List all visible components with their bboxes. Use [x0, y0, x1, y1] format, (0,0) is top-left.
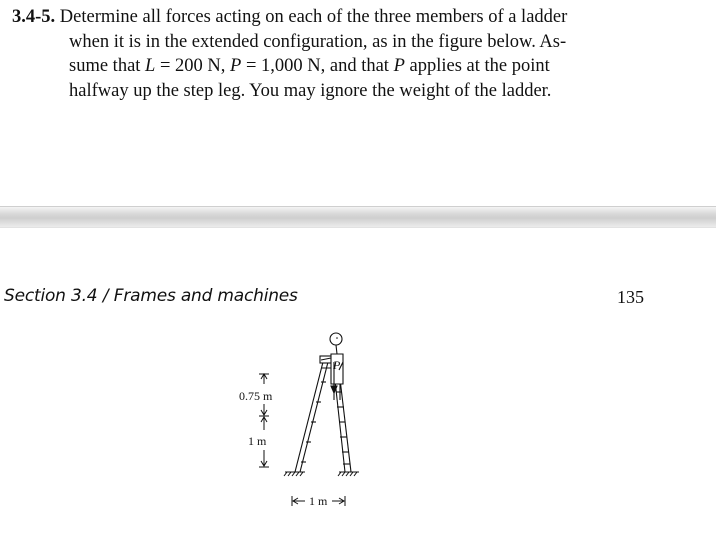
- problem-line-4: halfway up the step leg. You may ignore the weight of the ladder.: [69, 80, 552, 101]
- section-separator: /: [102, 286, 109, 306]
- page-divider: [0, 206, 716, 228]
- ladder-figure: [225, 322, 375, 522]
- ladder-diagram: [225, 322, 375, 522]
- problem-line-3: [12, 54, 652, 79]
- height-dimension: [259, 374, 269, 467]
- var-P: P: [230, 56, 242, 76]
- dim-height-top: 0.75 m: [239, 389, 273, 403]
- dim-height-bottom: 1 m: [248, 434, 267, 448]
- var-P-2: P: [393, 56, 405, 76]
- section-title: Frames and machines: [113, 286, 298, 306]
- problem-text-3a: sume that: [69, 56, 146, 76]
- problem-text-3d: applies at the point: [404, 56, 550, 76]
- problem-text-1: Determine all forces acting on each of the three members of a ladder: [59, 7, 568, 27]
- problem-text-3c: = 1,000 N, and that: [241, 56, 394, 76]
- support-leg: [295, 362, 328, 472]
- problem-number: 3.4-5.: [12, 7, 56, 27]
- page-number: 135: [617, 287, 644, 307]
- problem-text-3b: = 200 N,: [155, 56, 231, 76]
- ground-left-icon: [284, 472, 305, 476]
- var-L: L: [145, 56, 156, 76]
- section-label: Section 3.4: [4, 286, 98, 306]
- dim-width: 1 m: [309, 494, 328, 508]
- person-eye: [336, 337, 338, 339]
- problem-line-2: when it is in the extended configuration, as in the figure below. As-: [69, 31, 567, 52]
- problem-statement: [12, 5, 652, 103]
- ground-right-icon: [338, 472, 359, 476]
- running-head: [4, 286, 644, 306]
- load-label: P: [333, 358, 341, 372]
- problem-line-1: [12, 5, 652, 30]
